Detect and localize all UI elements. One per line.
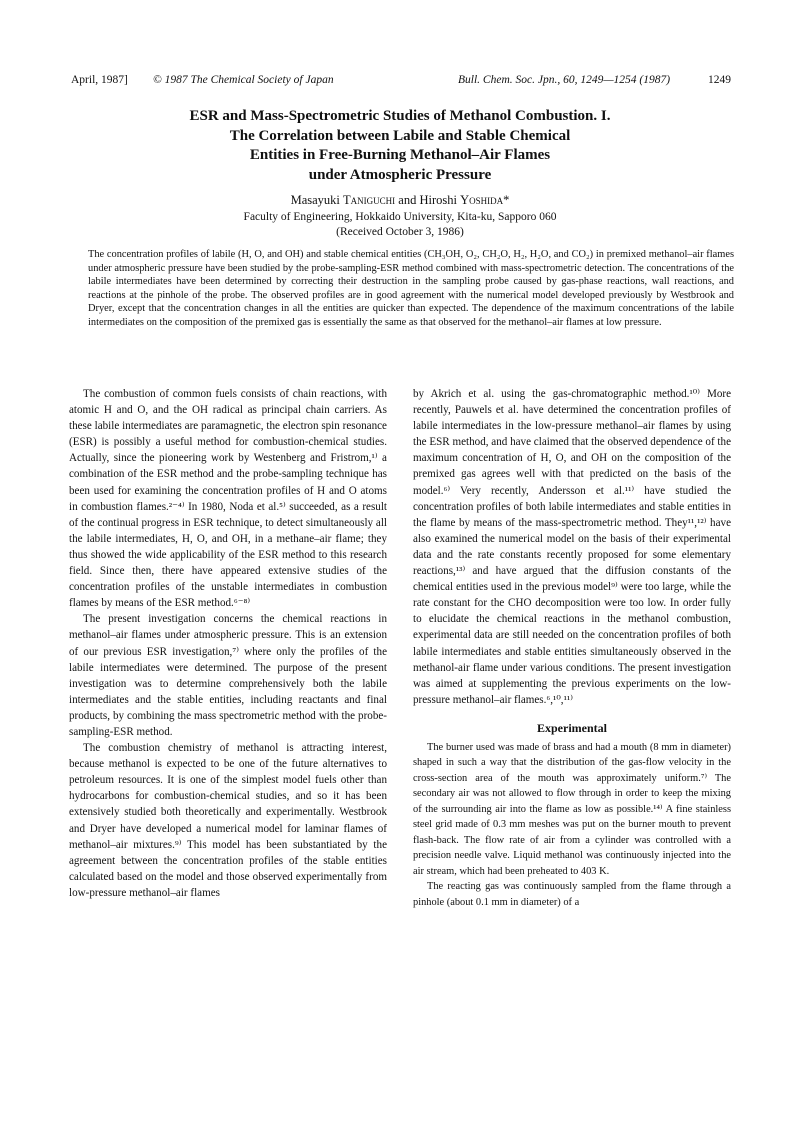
author-given-name: Masayuki <box>290 193 340 207</box>
paper-title <box>100 107 700 185</box>
right-column <box>413 386 731 910</box>
body-paragraph: by Akrich et al. using the gas-chromatographic method.¹⁰⁾ More recently, Pauwels et al. have determined the concentration profiles of labile intermediates in the low-pressure methanol–air flames by using the ESR method, and have claimed that the observed dependence of the maximum concentration of H, O, and OH on the composition of the premixed gas agrees well with that predicted on the basis of the model.⁶⁾ Very recently, Andersson et al.¹¹⁾ have studied the concentration profiles of both labile intermediates and stable entities in the flame by means of the mass-spectrometric method. They¹¹,¹²⁾ have also examined the numerical model on the basis of their experimental data and the rate constants recently proposed for some elementary reactions,¹³⁾ and have argued that the diffusion constants of the chemical entities used in the previous model⁹⁾ were too large, while the rate constant for the CHO decomposition were too low. In order fully to elucidate the chemical reactions in the methanol combustion, experimental data are still needed on the concentration profiles of both labile intermediates and stable entities simultaneously observed in the methanol-air flame under various conditions. The present investigation was aimed at supplementing the previous experiments on the low-pressure methanol–air flames.⁶,¹⁰,¹¹⁾ <box>413 388 731 706</box>
page-number: 1249 <box>708 74 731 86</box>
copyright-notice: © 1987 The Chemical Society of Japan <box>153 74 334 86</box>
author-family-name: Taniguchi <box>343 193 396 207</box>
body-paragraph: The reacting gas was continuously sampled from the flame through a pinhole (about 0.1 mm in diameter) of a <box>413 881 731 908</box>
author-conjunction: and <box>398 193 417 207</box>
body-paragraph: The combustion of common fuels consists of chain reactions, with atomic H and O, and the OH radical as principal chain carriers. As these labile intermediates are paramagnetic, the electron spin resonance (ESR) is possibly a useful method for combustion-chemical studies. Actually, since the pioneering work by Westenberg and Fristrom,¹⁾ a combination of the ESR method and the probe-sampling technique has been used for examining the concentration profiles of H and O atoms in combustion flames.²⁻⁴⁾ In 1980, Noda et al.⁵⁾ succeeded, as a result of the continual progress in ESR technique, to detect simultaneously all the labile intermediates, H, O, and OH, in a methane–air flame; they thus showed the wide applicability of the ESR method to this research field. Since then, there have appeared extensive studies of the concentration profiles of the unstable intermediates in combustion flames by means of the ESR method.⁶⁻⁸⁾ <box>69 388 387 610</box>
title-line: The Correlation between Labile and Stable Chemical <box>229 127 571 144</box>
title-line: ESR and Mass-Spectrometric Studies of Methanol Combustion. I. <box>189 108 611 124</box>
left-column <box>69 386 387 901</box>
received-date: (Received October 3, 1986) <box>336 226 464 238</box>
author-family-name: Yoshida* <box>460 193 510 207</box>
body-paragraph: The burner used was made of brass and had a mouth (8 mm in diameter) shaped in such a way that the distribution of the gas-flow velocity in the cross-section area of the mouth was approximately uniform.⁷⁾ The secondary air was not allowed to flow through in order to keep the mixing of the surrounding air into the flame as low as possible.¹⁴⁾ A fine stainless steel grid made of 0.3 mm meshes was put on the burner mouth to prevent flash-back. The flow rate of air from a cylinder was controlled with a precision needle valve. Liquid methanol was continuously injected into the air stream, which had been preheated to 403 K. <box>413 741 731 877</box>
running-header <box>71 74 731 90</box>
title-line: under Atmospheric Pressure <box>308 166 492 183</box>
body-paragraph: The combustion chemistry of methanol is attracting interest, because methanol is expected to be one of the future alternatives to petroleum resources. It is one of the simplest model fuels other than hydrocarbons for combustion-chemical studies, and so it has been extensively studied both theoretically and experimentally. Westbrook and Dryer have developed a numerical model for laminar flames of methanol–air mixtures.⁹⁾ This model has been substantiated by the agreement between the concentration profiles of the stable entities calculated based on the model and those observed experimentally from low-pressure methanol–air flames <box>69 742 387 899</box>
issue-date: April, 1987] <box>71 74 128 86</box>
section-heading: Experimental <box>537 720 607 735</box>
affiliation: Faculty of Engineering, Hokkaido University, Kita-ku, Sapporo 060 <box>243 211 557 223</box>
author-given-name: Hiroshi <box>419 193 457 207</box>
journal-citation: Bull. Chem. Soc. Jpn., 60, 1249—1254 (1987) <box>458 74 671 86</box>
title-line: Entities in Free-Burning Methanol–Air Flames <box>249 147 551 163</box>
author-list <box>100 192 700 208</box>
body-paragraph: The present investigation concerns the chemical reactions in methanol–air flames under atmospheric pressure. This is an extension of our previous ESR investigation,⁷⁾ where only the profiles of the labile intermediates were determined. The purpose of the present investigation was to determine comprehensively both the labile intermediates and the stable entities, including reactants and final products, by combining the mass spectrometric method with the probe-sampling-ESR method. <box>69 613 387 738</box>
abstract: The concentration profiles of labile (H, O, and OH) and stable chemical entities (CH₃OH, O₂, CH₂O, H₂, H₂O, and CO₂) in premixed methanol–air flames under atmospheric pressure have been studied by the probe-sampling-ESR method combined with mass-spectrometric detection. The concentrations of the labile intermediates have been determined by correcting their destruction in the sampling probe caused by gas-phase reactions, wall reactions, and reactions at the pinhole of the probe. The observed profiles are in good agreement with the numerical model developed previously by Westbrook and Dryer, except that the concentration changes in all the entities are quicker than expected. The dependence of the maximum concentrations of the labile intermediates on the composition of the premixed gas is essentially the same as that observed for the methanol–air flames at low pressure. <box>88 249 734 328</box>
